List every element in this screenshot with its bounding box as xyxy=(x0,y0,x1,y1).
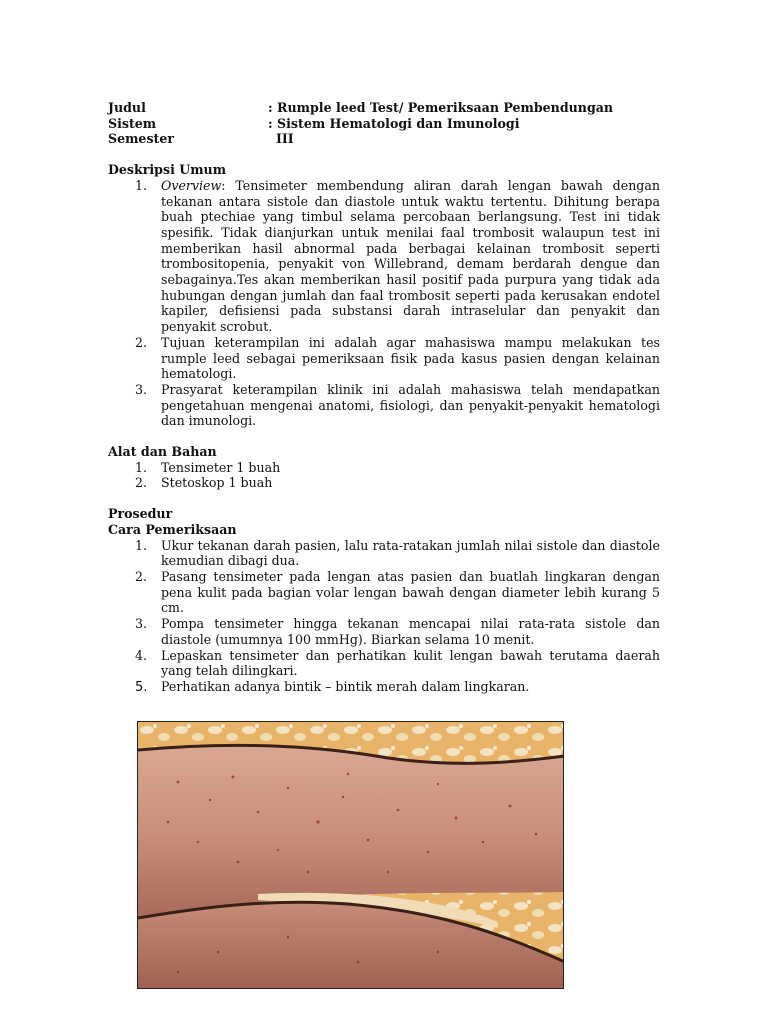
list-item xyxy=(108,475,660,491)
prosedur-title: Prosedur xyxy=(108,506,173,522)
prosedur-step: Perhatikan adanya bintik – bintik merah dalam lingkaran. xyxy=(161,678,530,694)
prasyarat-text: Prasyarat keterampilan klinik ini adalah mahasiswa telah mendapatkan pengetahuan mengenai anatomi, fisiologi, dan penyakit-penyakit hematologi dan imunologi. xyxy=(161,381,660,429)
alat-title: Alat dan Bahan xyxy=(108,444,217,460)
prosedur-step: Lepaskan tensimeter dan perhatikan kulit lengan bawah terutama daerah yang telah dilingkari. xyxy=(161,647,660,679)
semester-row xyxy=(108,131,660,147)
semester-value: III xyxy=(276,131,294,147)
list-item xyxy=(108,569,660,616)
list-item xyxy=(108,335,660,382)
deskripsi-title: Deskripsi Umum xyxy=(108,162,227,178)
sistem-label: Sistem xyxy=(108,115,157,131)
list-item xyxy=(108,648,660,679)
alat-item: Tensimeter 1 buah xyxy=(161,459,281,475)
list-item xyxy=(108,538,660,569)
list-item xyxy=(108,382,660,429)
judul-label: Judul xyxy=(108,100,146,115)
list-number: 3. xyxy=(135,616,148,632)
list-number: 2. xyxy=(135,475,148,491)
document-header xyxy=(108,100,660,147)
list-number: 1. xyxy=(135,177,148,193)
semester-label: Semester xyxy=(108,131,175,147)
judul-row xyxy=(108,100,660,116)
judul-value: : Rumple leed Test/ Pemeriksaan Pembendungan xyxy=(268,100,614,115)
list-number: 5. xyxy=(135,679,148,695)
prosedur-step: Pompa tensimeter hingga tekanan mencapai nilai rata-rata sistole dan diastole (umumnya 100 mmHg). Biarkan selama 10 menit. xyxy=(161,616,660,647)
list-number: 2. xyxy=(135,334,148,350)
petechiae-photo xyxy=(137,721,564,989)
prosedur-step: Pasang tensimeter pada lengan atas pasien dan buatlah lingkaran dengan pena kulit pada bagian volar lengan bawah dengan diameter lebih kurang 5 cm. xyxy=(161,568,660,616)
tujuan-text: Tujuan keterampilan ini adalah agar mahasiswa mampu melakukan tes rumple leed sebagai pemeriksaan fisik pada kasus pasien dengan kelainan hematologi. xyxy=(161,334,660,382)
cara-pemeriksaan-title: Cara Pemeriksaan xyxy=(108,521,237,537)
deskripsi-list xyxy=(108,178,660,429)
list-number: 1. xyxy=(135,537,148,553)
list-item xyxy=(108,679,660,696)
sistem-value: : Sistem Hematologi dan Imunologi xyxy=(268,115,520,131)
sistem-row xyxy=(108,116,660,132)
alat-item: Stetoskop 1 buah xyxy=(161,475,273,491)
list-number: 1. xyxy=(135,459,148,475)
alat-list xyxy=(108,460,660,491)
overview-label: Overview xyxy=(161,177,222,193)
prosedur-step: Ukur tekanan darah pasien, lalu rata-ratakan jumlah nilai sistole dan diastole kemudian dibagi dua. xyxy=(161,537,660,569)
prosedur-list xyxy=(108,538,660,696)
list-item xyxy=(108,460,660,476)
list-number: 2. xyxy=(135,568,148,584)
list-number: 3. xyxy=(135,381,148,397)
list-item xyxy=(108,178,660,335)
list-item xyxy=(108,616,660,647)
overview-text: : Tensimeter membendung aliran darah lengan bawah dengan tekanan antara sistole dan diastole untuk waktu tertentu. Dihitung berapa buah ptechiae yang timbul selama percobaan berlangsung. Test ini tidak spesifik. Tidak dianjurkan untuk menilai faal trombosit walaupun test ini memberikan hasil abnormal pada berbagai kelainan trombosit seperti trombositopenia, penyakit von Willebrand, demam berdarah dengue dan sebagainya.Tes akan memberikan hasil positif pada purpura yang tidak ada hubungan dengan jumlah dan faal trombosit seperti pada kerusakan endotel kapiler, defisiensi pada substansi darah intraselular dan penyakit dan penyakit scrobut. xyxy=(161,177,660,335)
document-page xyxy=(108,100,660,696)
list-number: 4. xyxy=(135,647,148,663)
